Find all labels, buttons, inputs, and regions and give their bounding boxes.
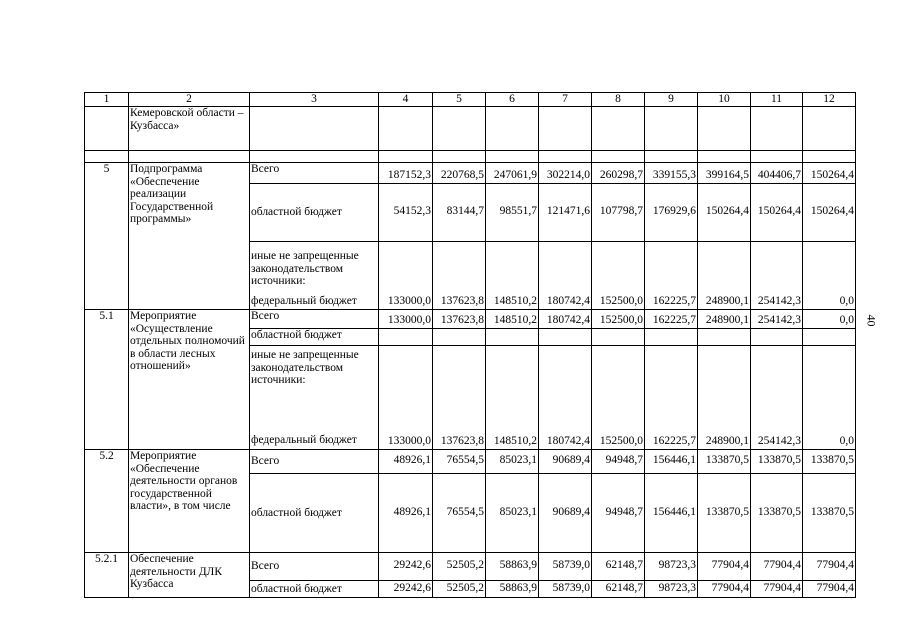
value-cell: 150264,4 (803, 184, 856, 242)
row-number: 5.2.1 (85, 553, 129, 598)
value-cell: 58739,0 (539, 581, 592, 598)
funding-source: Всего (250, 163, 379, 184)
funding-source: областной бюджет (250, 474, 379, 553)
funding-source: федеральный бюджет (251, 433, 357, 446)
program-name: Кемеровской области – Кузбасса» (129, 107, 250, 151)
column-number: 9 (645, 93, 698, 107)
value-cell: 77904,4 (751, 553, 803, 581)
value-cell: 58863,9 (486, 553, 539, 581)
value-cell: 162225,7 (645, 346, 698, 450)
funding-source-group (250, 346, 379, 450)
value-cell: 94948,7 (592, 474, 645, 553)
funding-source: Всего (250, 450, 379, 474)
funding-source: областной бюджет (250, 329, 379, 346)
value-cell: 83144,7 (433, 184, 486, 242)
value-cell: 254142,3 (751, 346, 803, 450)
value-cell: 152500,0 (592, 310, 645, 329)
value-cell: 148510,2 (486, 346, 539, 450)
column-number-row (85, 93, 856, 107)
funding-source: Всего (250, 553, 379, 581)
value-cell: 121471,6 (539, 184, 592, 242)
program-name: Мероприятие «Обеспечение деятельности органов государственной власти», в том числе (129, 450, 250, 553)
value-cell: 62148,7 (592, 581, 645, 598)
value-cell: 260298,7 (592, 163, 645, 184)
value-cell: 77904,4 (751, 581, 803, 598)
column-number: 10 (698, 93, 751, 107)
value-cell: 248900,1 (698, 242, 751, 310)
value-cell: 220768,5 (433, 163, 486, 184)
value-cell: 156446,1 (645, 474, 698, 553)
value-cell: 90689,4 (539, 450, 592, 474)
funding-source: иные не запрещенные законодательством источники: (250, 242, 379, 290)
row-number: 5.2 (85, 450, 129, 553)
value-cell: 248900,1 (698, 310, 751, 329)
value-cell: 148510,2 (486, 310, 539, 329)
value-cell: 187152,3 (379, 163, 433, 184)
value-cell: 90689,4 (539, 474, 592, 553)
value-cell: 98723,3 (645, 581, 698, 598)
value-cell: 98551,7 (486, 184, 539, 242)
value-cell: 133000,0 (379, 346, 433, 450)
value-cell: 137623,8 (433, 310, 486, 329)
table-row (85, 107, 856, 151)
value-cell: 248900,1 (698, 346, 751, 450)
value-cell: 180742,4 (539, 242, 592, 310)
row-number: 5.1 (85, 310, 129, 450)
funding-source: Всего (250, 310, 379, 329)
column-number: 12 (803, 93, 856, 107)
financing-table (84, 92, 856, 598)
value-cell: 52505,2 (433, 553, 486, 581)
value-cell: 404406,7 (751, 163, 803, 184)
value-cell: 62148,7 (592, 553, 645, 581)
value-cell: 48926,1 (379, 450, 433, 474)
row-number: 5 (85, 163, 129, 310)
value-cell: 133870,5 (698, 450, 751, 474)
value-cell: 137623,8 (433, 346, 486, 450)
value-cell: 156446,1 (645, 450, 698, 474)
funding-source: федеральный бюджет (250, 290, 379, 310)
column-number: 4 (379, 93, 433, 107)
value-cell: 133870,5 (751, 450, 803, 474)
value-cell: 85023,1 (486, 450, 539, 474)
value-cell: 399164,5 (698, 163, 751, 184)
table-row (85, 553, 856, 581)
value-cell: 133870,5 (751, 474, 803, 553)
value-cell: 76554,5 (433, 474, 486, 553)
value-cell: 107798,7 (592, 184, 645, 242)
value-cell: 77904,4 (803, 553, 856, 581)
value-cell: 76554,5 (433, 450, 486, 474)
value-cell: 150264,4 (698, 184, 751, 242)
value-cell: 0,0 (803, 242, 856, 310)
table-row (85, 450, 856, 474)
program-name: Обеспечение деятельности ДЛК Кузбасса (129, 553, 250, 598)
value-cell: 77904,4 (698, 581, 751, 598)
value-cell: 133000,0 (379, 310, 433, 329)
value-cell: 133870,5 (803, 474, 856, 553)
value-cell: 94948,7 (592, 450, 645, 474)
value-cell: 254142,3 (751, 310, 803, 329)
table-row (85, 163, 856, 184)
value-cell: 180742,4 (539, 310, 592, 329)
value-cell: 152500,0 (592, 242, 645, 310)
column-number: 6 (486, 93, 539, 107)
value-cell: 85023,1 (486, 474, 539, 553)
program-name: Мероприятие «Осуществление отдельных полномочий в области лесных отношений» (129, 310, 250, 450)
column-number: 1 (85, 93, 129, 107)
value-cell: 302214,0 (539, 163, 592, 184)
value-cell: 254142,3 (751, 242, 803, 310)
value-cell: 133870,5 (698, 474, 751, 553)
value-cell: 162225,7 (645, 242, 698, 310)
value-cell: 58863,9 (486, 581, 539, 598)
value-cell: 148510,2 (486, 242, 539, 310)
page-number: 40 (864, 314, 879, 327)
table-row (85, 310, 856, 329)
value-cell: 0,0 (803, 346, 856, 450)
value-cell: 58739,0 (539, 553, 592, 581)
value-cell: 162225,7 (645, 310, 698, 329)
value-cell: 150264,4 (751, 184, 803, 242)
column-number: 11 (751, 93, 803, 107)
value-cell: 137623,8 (433, 242, 486, 310)
value-cell: 152500,0 (592, 346, 645, 450)
funding-source: иные не запрещенные законодательством источники: (251, 349, 359, 386)
value-cell: 48926,1 (379, 474, 433, 553)
value-cell: 150264,4 (803, 163, 856, 184)
value-cell: 52505,2 (433, 581, 486, 598)
value-cell: 77904,4 (698, 553, 751, 581)
column-number: 2 (129, 93, 250, 107)
table-row (85, 151, 856, 163)
value-cell: 29242,6 (379, 581, 433, 598)
value-cell: 133000,0 (379, 242, 433, 310)
value-cell: 176929,6 (645, 184, 698, 242)
funding-source: областной бюджет (250, 581, 379, 598)
funding-source: областной бюджет (250, 184, 379, 242)
value-cell: 29242,6 (379, 553, 433, 581)
value-cell: 0,0 (803, 310, 856, 329)
column-number: 5 (433, 93, 486, 107)
column-number: 3 (250, 93, 379, 107)
value-cell: 339155,3 (645, 163, 698, 184)
value-cell: 54152,3 (379, 184, 433, 242)
value-cell: 180742,4 (539, 346, 592, 450)
column-number: 7 (539, 93, 592, 107)
value-cell: 98723,3 (645, 553, 698, 581)
value-cell: 77904,4 (803, 581, 856, 598)
value-cell: 133870,5 (803, 450, 856, 474)
program-name: Подпрограмма «Обеспечение реализации Государственной программы» (129, 163, 250, 310)
column-number: 8 (592, 93, 645, 107)
value-cell: 247061,9 (486, 163, 539, 184)
